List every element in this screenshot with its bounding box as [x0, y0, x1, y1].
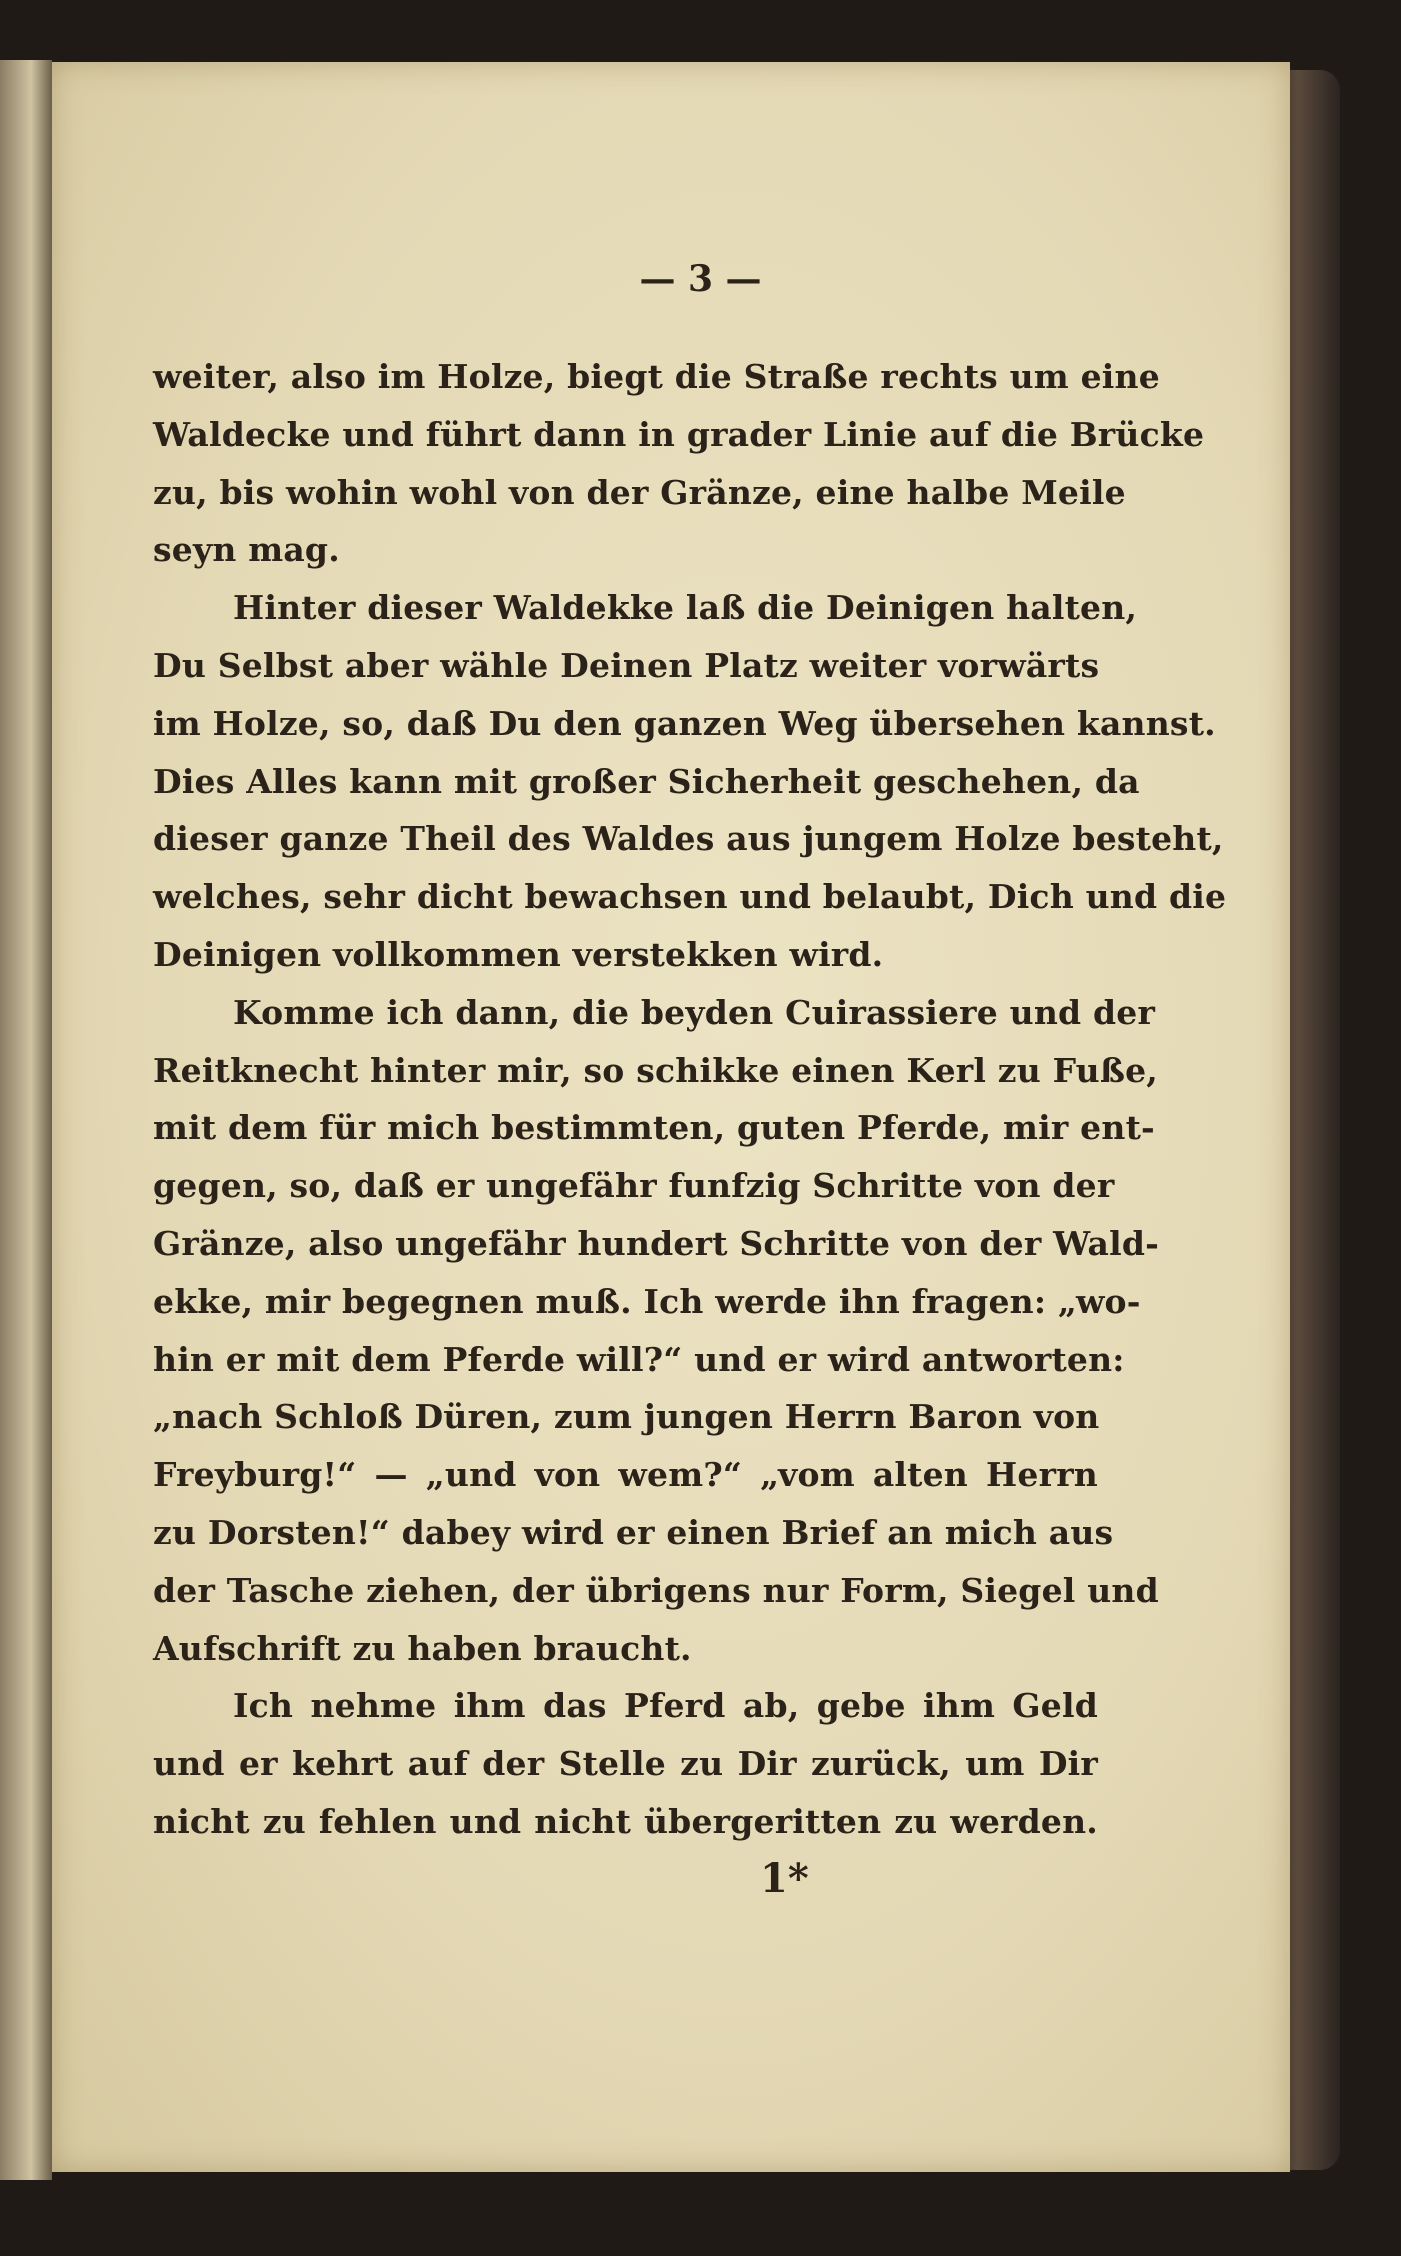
- text-line: gegen, so, daß er ungefähr funfzig Schritte von der: [153, 1166, 1115, 1206]
- paragraph: [153, 1677, 1098, 1850]
- signature-mark: 1*: [760, 1855, 809, 1902]
- paragraph: [153, 984, 1160, 1678]
- text-line: Waldecke und führt dann in grader Linie auf die Brücke: [153, 414, 1205, 454]
- text-line: zu, bis wohin wohl von der Gränze, eine halbe Meile: [153, 472, 1126, 512]
- text-line: „nach Schloß Düren, zum jungen Herrn Baron von: [153, 1397, 1100, 1437]
- page-body-text: [153, 348, 1227, 1851]
- page-number-header: — 3 —: [639, 258, 762, 300]
- text-line: Ich nehme ihm das Pferd ab, gebe ihm Geld: [233, 1686, 1098, 1726]
- text-line: Reitknecht hinter mir, so schikke einen Kerl zu Fuße,: [153, 1050, 1158, 1090]
- text-line: Freyburg!“ — „und von wem?“ „vom alten Herrn: [153, 1455, 1098, 1495]
- text-line: zu Dorsten!“ dabey wird er einen Brief an mich aus: [153, 1512, 1114, 1552]
- left-page-edge: [0, 60, 52, 2180]
- text-line: weiter, also im Holze, biegt die Straße rechts um eine: [153, 357, 1160, 396]
- text-line: Deinigen vollkommen verstekken wird.: [153, 934, 884, 974]
- text-line: Du Selbst aber wähle Deinen Platz weiter vorwärts: [153, 645, 1100, 685]
- text-line: mit dem für mich bestimmten, guten Pferde, mir ent-: [153, 1108, 1155, 1148]
- text-line: welches, sehr dicht bewachsen und belaubt, Dich und die: [153, 877, 1227, 917]
- paragraph: [153, 579, 1227, 984]
- text-line: nicht zu fehlen und nicht übergeritten zu werden.: [153, 1801, 1098, 1841]
- text-line: Komme ich dann, die beyden Cuirassiere und der: [233, 992, 1156, 1032]
- text-line: Aufschrift zu haben braucht.: [153, 1628, 692, 1668]
- text-line: und er kehrt auf der Stelle zu Dir zurück, um Dir: [153, 1744, 1098, 1784]
- text-line: dieser ganze Theil des Waldes aus jungem Holze besteht,: [153, 819, 1224, 859]
- text-line: der Tasche ziehen, der übrigens nur Form, Siegel und: [153, 1570, 1159, 1610]
- text-line: ekke, mir begegnen muß. Ich werde ihn fragen: „wo-: [153, 1281, 1141, 1321]
- text-line: hin er mit dem Pferde will?“ und er wird antworten:: [153, 1339, 1125, 1379]
- text-line: im Holze, so, daß Du den ganzen Weg übersehen kannst.: [153, 703, 1216, 743]
- text-line: Dies Alles kann mit großer Sicherheit geschehen, da: [153, 761, 1140, 801]
- text-line: seyn mag.: [153, 530, 340, 570]
- text-line: Hinter dieser Waldekke laß die Deinigen halten,: [233, 588, 1138, 628]
- paragraph: [153, 348, 1205, 579]
- text-line: Gränze, also ungefähr hundert Schritte von der Wald-: [153, 1223, 1160, 1263]
